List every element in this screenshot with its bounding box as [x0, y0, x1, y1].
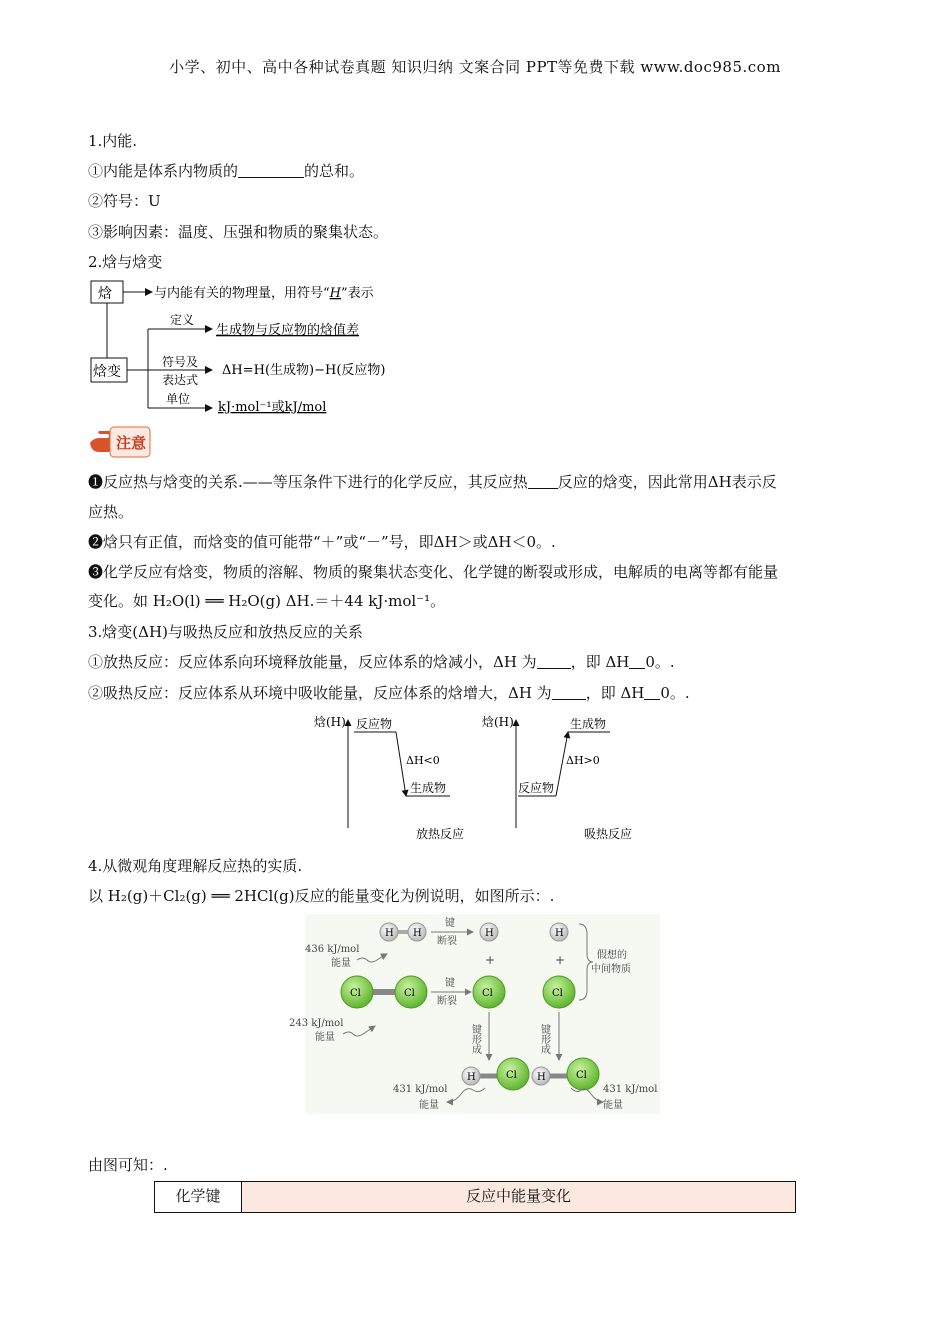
item-text: ，即 ΔH [585, 684, 645, 702]
energy-table [154, 1181, 796, 1213]
section-1-item-1 [88, 160, 364, 182]
section-2-title: 2.焓与焓变 [88, 253, 163, 271]
enthalpy-level-diagrams [310, 710, 650, 850]
item-text: ②吸热反应：反应体系从环境中吸收能量，反应体系的焓增大，ΔH 为 [88, 684, 552, 702]
section-4-intro: 以 H₂(g)＋Cl₂(g) ══ 2HCl(g)反应的能量变化为例说明，如图所示：. [88, 887, 555, 905]
hypothetical-label: 中间物质 [591, 964, 631, 975]
atom-label: Cl [552, 988, 563, 999]
conclusion-text: 由图可知：. [88, 1156, 168, 1174]
hypothetical-label: 假想的 [597, 950, 627, 961]
note-2: ❷焓只有正值，而焓变的值可能带“＋”或“－”号，即ΔH＞或ΔH＜0。. [88, 533, 556, 551]
expression-text: ΔH=H(生成物)−H(反应物) [222, 363, 386, 378]
item-text: ①内能是体系内物质的 [88, 162, 239, 180]
bond-break-label: 键 [445, 978, 455, 989]
fill-blank [644, 685, 660, 700]
section-3-item-2 [88, 682, 690, 704]
endo-top-label: 生成物 [570, 717, 607, 731]
y-axis-label: 焓(H) [482, 715, 514, 729]
fill-blank [528, 474, 558, 489]
bond-break-label: 断裂 [437, 936, 457, 947]
note-1-continued: 应热。 [88, 503, 134, 521]
atom-label: Cl [404, 988, 415, 999]
pointing-hand-icon [88, 425, 152, 459]
bond-break-label: 键 [445, 918, 455, 929]
energy-hh-label: 能量 [331, 958, 351, 969]
item-text: ①放热反应：反应体系向环境释放能量，反应体系的焓减小，ΔH 为 [88, 653, 537, 671]
endo-delta-h: ΔH>0 [566, 754, 600, 767]
unit-text: kJ·mol⁻¹或kJ/mol [218, 400, 327, 415]
bond-form-label: 键形成 [538, 1024, 550, 1054]
atom-label: H [385, 928, 394, 939]
label-symbol-2: 表达式 [162, 373, 199, 387]
fill-blank [537, 654, 571, 669]
bond-energy-figure [285, 912, 665, 1118]
atom-label: H [537, 1072, 546, 1083]
atom-label: Cl [506, 1070, 517, 1081]
energy-clcl: 243 kJ/mol [289, 1018, 344, 1029]
atom-label: H [413, 928, 422, 939]
label-definition: 定义 [170, 313, 195, 327]
box-enthalpy-change-label: 焓变 [93, 364, 121, 380]
exo-bottom-label: 生成物 [410, 781, 447, 795]
energy-hh: 436 kJ/mol [305, 944, 360, 955]
endo-bottom-label: 反应物 [518, 781, 555, 795]
fill-blank [238, 163, 304, 178]
section-1-item-2: ②符号：U [88, 192, 161, 210]
note-3: ❸化学反应有焓变，物质的溶解、物质的聚集状态变化、化学键的断裂或形成，电解质的电离等都有能量 [88, 563, 779, 581]
section-1-title: 1.内能. [88, 132, 138, 150]
section-3-item-1 [88, 651, 675, 673]
exo-delta-h: ΔH<0 [406, 754, 440, 767]
energy-hcl-left: 431 kJ/mol [393, 1084, 448, 1095]
item-text: 0。. [660, 684, 690, 702]
plus-sign: + [555, 953, 566, 967]
bond-break-label: 断裂 [437, 996, 457, 1007]
section-4-title: 4.从微观角度理解反应热的实质. [88, 857, 303, 875]
note-3-continued: 变化。如 H₂O(l) ══ H₂O(g) ΔH.＝＋44 kJ·mol⁻¹。 [88, 592, 446, 610]
note-text: 反应的焓变，因此常用ΔH表示反 [557, 473, 777, 491]
energy-clcl-label: 能量 [315, 1032, 335, 1043]
note-1 [88, 471, 777, 493]
endothermic-diagram [481, 714, 632, 841]
enthalpy-desc: 与内能有关的物理量，用符号“H”表示 [154, 286, 374, 301]
atom-label: Cl [350, 988, 361, 999]
energy-hcl-right: 431 kJ/mol [603, 1084, 658, 1095]
exothermic-diagram [313, 714, 464, 841]
atom-label: H [555, 928, 564, 939]
atom-label: H [485, 928, 494, 939]
definition-text: 生成物与反应物的焓值差 [216, 323, 360, 338]
note-text: ❶反应热与焓变的关系.——等压条件下进行的化学反应，其反应热 [88, 473, 528, 491]
endo-caption: 吸热反应 [584, 827, 633, 841]
item-text: 0。. [645, 653, 675, 671]
atom-label: H [467, 1072, 476, 1083]
box-enthalpy-label: 焓 [98, 286, 112, 302]
plus-sign: + [485, 953, 496, 967]
label-unit: 单位 [166, 392, 191, 406]
fill-blank [552, 685, 586, 700]
note-label: 注意 [116, 434, 147, 452]
page-header: 小学、初中、高中各种试卷真题 知识归纳 文案合同 PPT等免费下载 www.doc985.com [169, 58, 781, 76]
item-text: 的总和。 [304, 162, 365, 180]
exo-caption: 放热反应 [416, 827, 465, 841]
section-3-title: 3.焓变(ΔH)与吸热反应和放热反应的关系 [88, 623, 363, 641]
fill-blank [629, 654, 645, 669]
enthalpy-concept-diagram [88, 278, 448, 418]
exo-top-label: 反应物 [356, 717, 393, 731]
energy-hcl-right-label: 能量 [603, 1100, 623, 1111]
atom-label: Cl [576, 1070, 587, 1081]
bond-form-label: 键形成 [469, 1024, 481, 1054]
y-axis-label: 焓(H) [314, 715, 346, 729]
table-header-bond: 化学键 [155, 1182, 242, 1212]
energy-hcl-left-label: 能量 [419, 1100, 439, 1111]
table-header-energy: 反应中能量变化 [242, 1182, 795, 1212]
item-text: ，即 ΔH [570, 653, 630, 671]
section-1-item-3: ③影响因素：温度、压强和物质的聚集状态。 [88, 223, 389, 241]
atom-label: Cl [482, 988, 493, 999]
label-symbol-1: 符号及 [162, 355, 199, 369]
